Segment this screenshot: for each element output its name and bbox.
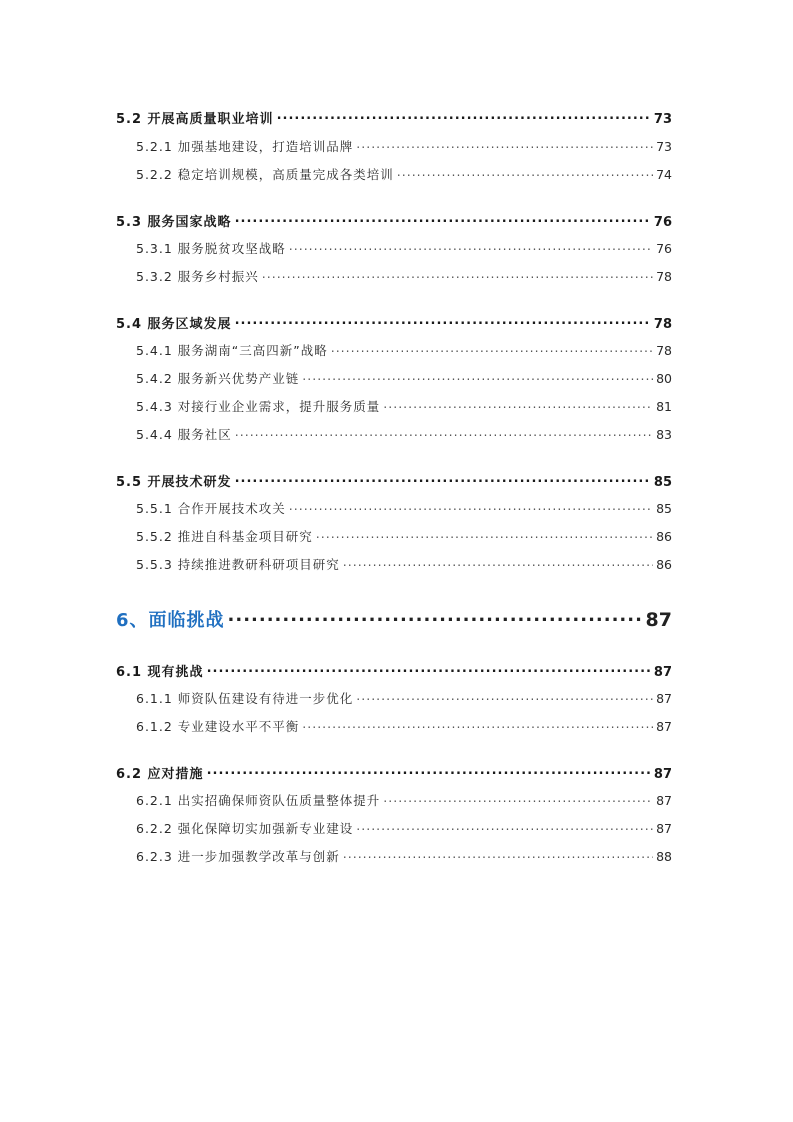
toc-entry-label: 5.4.3 对接行业企业需求，提升服务质量 [136, 399, 381, 414]
toc-entry[interactable] [116, 763, 672, 782]
toc-entry[interactable] [136, 239, 672, 257]
toc-entry-label: 6.2 应对措施 [116, 767, 204, 782]
toc-entry-page: 73 [656, 139, 672, 154]
dot-leader [397, 167, 653, 180]
toc-entry-page: 83 [656, 427, 672, 442]
toc-entry-page: 87 [653, 665, 672, 680]
toc-entry[interactable] [116, 661, 672, 680]
toc-entry-page: 74 [656, 167, 672, 182]
dot-leader [235, 213, 651, 226]
toc-entry-page: 76 [656, 241, 672, 256]
toc-entry-label: 5.4 服务区域发展 [116, 317, 232, 332]
toc-entry-label: 5.3.1 服务脱贫攻坚战略 [136, 241, 286, 256]
toc-entry-page: 86 [656, 557, 672, 572]
toc-entry-page: 85 [656, 501, 672, 516]
toc-entry[interactable] [136, 717, 672, 735]
toc-entry-label: 5.4.1 服务湖南“三高四新”战略 [136, 343, 328, 358]
toc-entry[interactable] [136, 847, 672, 865]
toc-entry-page: 87 [656, 691, 672, 706]
toc-entry[interactable] [136, 791, 672, 809]
toc-entry-page: 78 [653, 317, 672, 332]
dot-leader [228, 608, 643, 626]
dot-leader [207, 663, 651, 676]
dot-leader [343, 849, 653, 862]
dot-leader [235, 473, 651, 486]
dot-leader [383, 399, 653, 412]
toc-entry-page: 85 [653, 475, 672, 490]
toc-chapter-page: 87 [645, 609, 672, 631]
toc-entry-page: 78 [656, 343, 672, 358]
toc-entry-label: 5.4.2 服务新兴优势产业链 [136, 371, 300, 386]
toc-entry-label: 5.3.2 服务乡村振兴 [136, 269, 259, 284]
toc-chapter-label: 6、面临挑战 [116, 610, 225, 631]
dot-leader [289, 501, 653, 514]
toc-entry-label: 5.5.1 合作开展技术攻关 [136, 501, 286, 516]
toc-entry[interactable] [136, 341, 672, 359]
toc-entry[interactable] [136, 527, 672, 545]
toc-entry-label: 5.4.4 服务社区 [136, 427, 232, 442]
dot-leader [302, 371, 653, 384]
toc-entry-page: 80 [656, 371, 672, 386]
toc-entry-label: 5.3 服务国家战略 [116, 215, 232, 230]
toc-entry-page: 87 [656, 793, 672, 808]
toc-entry-label: 6.2.1 出实招确保师资队伍质量整体提升 [136, 793, 381, 808]
dot-leader [207, 765, 651, 778]
dot-leader [356, 821, 653, 834]
toc-entry-label: 5.2 开展高质量职业培训 [116, 112, 274, 127]
toc-entry-label: 6.1.1 师资队伍建设有待进一步优化 [136, 691, 354, 706]
dot-leader [289, 241, 653, 254]
toc-entry[interactable] [116, 471, 672, 490]
toc-entry-label: 6.2.3 进一步加强教学改革与创新 [136, 849, 340, 864]
toc-entry-label: 6.1.2 专业建设水平不平衡 [136, 719, 300, 734]
toc-entry-label: 5.2.1 加强基地建设，打造培训品牌 [136, 139, 354, 154]
dot-leader [262, 269, 653, 282]
dot-leader [235, 315, 651, 328]
dot-leader [331, 343, 653, 356]
toc-entry[interactable] [136, 397, 672, 415]
toc-entry-label: 5.5.3 持续推进教研科研项目研究 [136, 557, 340, 572]
toc-entry-label: 6.1 现有挑战 [116, 665, 204, 680]
toc-entry-label: 5.2.2 稳定培训规模，高质量完成各类培训 [136, 167, 394, 182]
toc-entry-page: 76 [653, 215, 672, 230]
toc-entry[interactable] [136, 137, 672, 155]
toc-entry-page: 87 [653, 767, 672, 782]
toc-entry-page: 87 [656, 821, 672, 836]
toc-entry[interactable] [116, 108, 672, 127]
toc-entry-label: 5.5.2 推进自科基金项目研究 [136, 529, 313, 544]
toc-entry-page: 78 [656, 269, 672, 284]
dot-leader [302, 719, 653, 732]
toc-entry[interactable] [136, 689, 672, 707]
toc-entry[interactable] [136, 499, 672, 517]
toc-entry[interactable] [136, 267, 672, 285]
toc-entry[interactable] [136, 165, 672, 183]
toc-entry-page: 86 [656, 529, 672, 544]
toc-entry[interactable] [116, 313, 672, 332]
dot-leader [277, 110, 651, 123]
toc-entry-page: 87 [656, 719, 672, 734]
dot-leader [356, 139, 653, 152]
toc-entry-label: 6.2.2 强化保障切实加强新专业建设 [136, 821, 354, 836]
toc-entry-label: 5.5 开展技术研发 [116, 475, 232, 490]
toc-entry[interactable] [136, 425, 672, 443]
toc-entry[interactable] [136, 555, 672, 573]
dot-leader [383, 793, 653, 806]
toc-entry-page: 73 [653, 112, 672, 127]
toc-entry[interactable] [116, 211, 672, 230]
toc-entry[interactable] [136, 819, 672, 837]
toc-entry-page: 88 [656, 849, 672, 864]
dot-leader [235, 427, 653, 440]
dot-leader [343, 557, 653, 570]
dot-leader [316, 529, 653, 542]
toc-entry-page: 81 [656, 399, 672, 414]
toc-entry[interactable] [136, 369, 672, 387]
dot-leader [356, 691, 653, 704]
toc-chapter-entry[interactable] [116, 606, 672, 632]
